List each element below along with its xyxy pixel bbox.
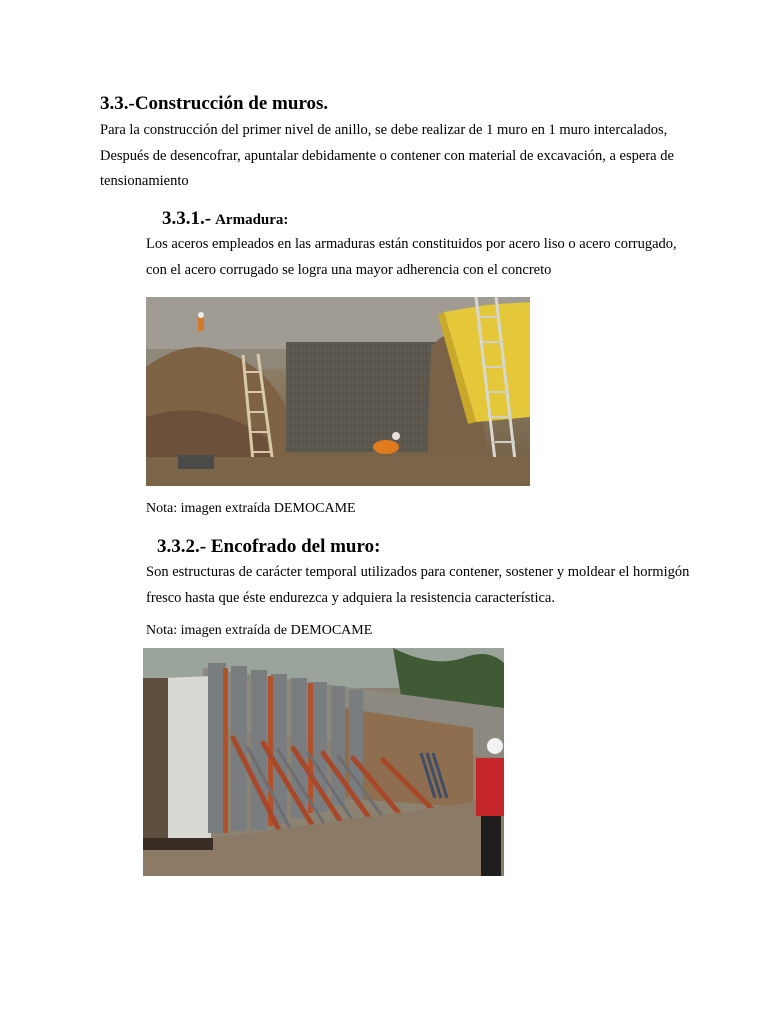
paragraph-line: Después de desencofrar, apuntalar debidamente o contener con material de excavación, a espera de [100, 147, 674, 164]
image-note: Nota: imagen extraída de DEMOCAME [146, 623, 373, 638]
rebar-wall-photo [146, 297, 530, 486]
paragraph-line: Los aceros empleados en las armaduras están constituidos por acero liso o acero corrugado, [146, 236, 677, 252]
paragraph-line: Son estructuras de carácter temporal utilizados para contener, sostener y moldear el hormigón [146, 564, 690, 580]
subsection-heading-encofrado: 3.3.2.- Encofrado del muro: [157, 536, 381, 557]
paragraph-line: Para la construcción del primer nivel de anillo, se debe realizar de 1 muro en 1 muro intercalados, [100, 122, 668, 138]
subsection-paragraph [146, 560, 689, 611]
paragraph-line: fresco hasta que éste endurezca y adquiera la resistencia característica. [146, 589, 555, 606]
subsection-heading-armadura [162, 208, 288, 230]
subsection-number: 3.3.1.- [162, 208, 212, 229]
subsection-title: Armadura: [215, 212, 289, 228]
section-paragraph [100, 118, 674, 195]
subsection-paragraph [146, 232, 677, 283]
section-title: 3.3.-Construcción de muros. [100, 93, 329, 114]
paragraph-line: con el acero corrugado se logra una mayor adherencia con el concreto [146, 261, 552, 278]
formwork-photo [143, 648, 504, 876]
image-note: Nota: imagen extraída DEMOCAME [146, 501, 356, 516]
paragraph-line: tensionamiento [100, 173, 189, 189]
